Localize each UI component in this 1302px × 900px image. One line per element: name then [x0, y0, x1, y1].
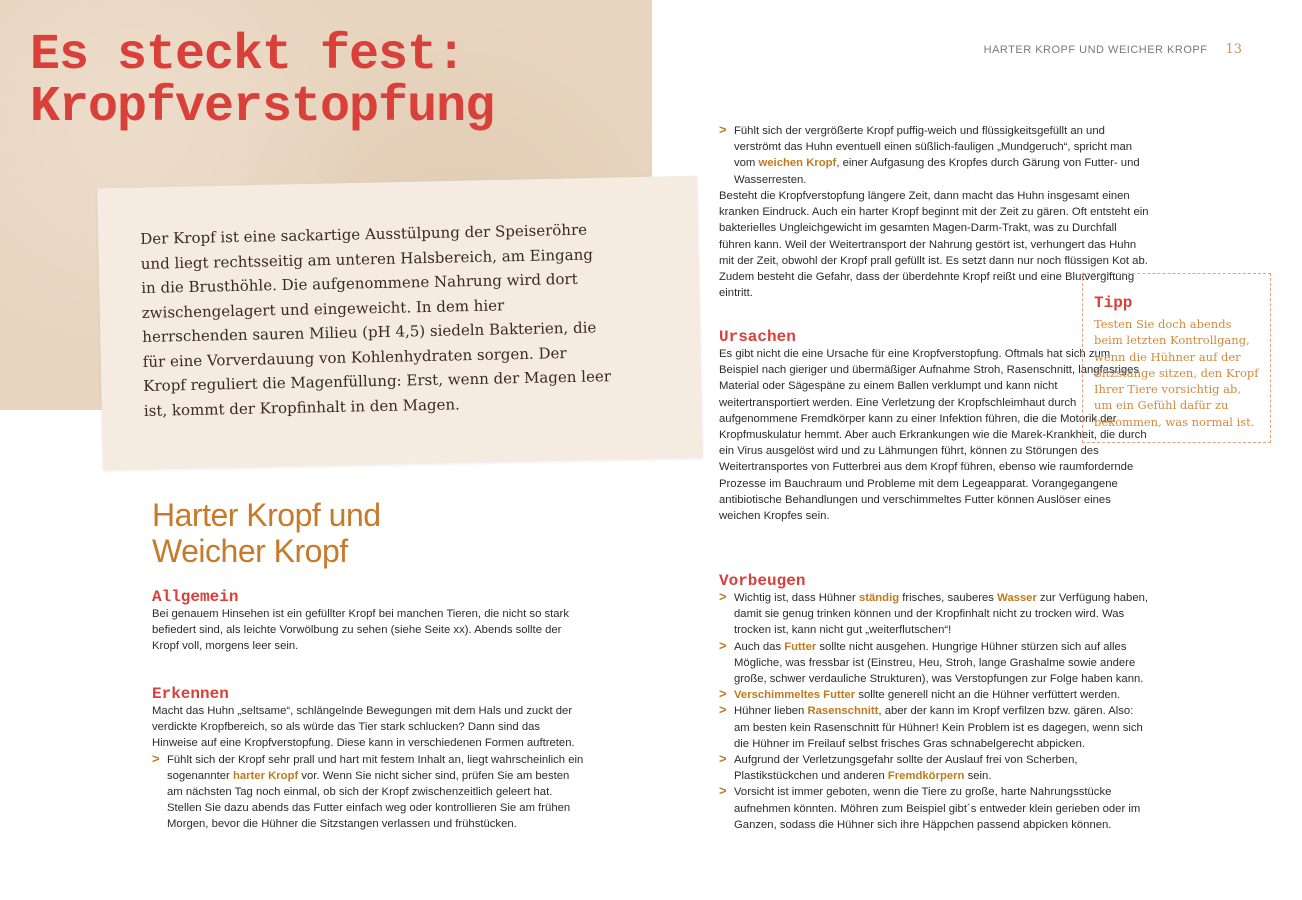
b2-text-b: sollte nicht ausgehen. Hungrige Hühner stürzen sich auf alles Mögliche, was fressbar ist (Einstreu, Heu, Stroh, lange Grashalme sowie andere große, schwer verdauliche Strukturen), was Verstopfungen zur Folge haben kann.	[734, 640, 1144, 686]
b1-text-a: Wichtig ist, dass Hühner	[734, 592, 859, 604]
highlight-staendig: ständig	[858, 592, 900, 604]
ursachen-heading: Ursachen	[719, 328, 796, 346]
allgemein-block	[152, 588, 584, 655]
b5-text-a: Aufgrund der Verletzungsgefahr sollte der Auslauf frei von Scherben, Plastikstückchen und anderen	[734, 754, 1078, 783]
b1-text-b: frisches, sauberes	[899, 592, 998, 604]
vorbeugen-bullet-wasser	[719, 590, 1151, 639]
b2-text-a: Auch das	[734, 640, 785, 653]
highlight-wasser: Wasser	[997, 592, 1037, 604]
b4-text-b: , aber der kann im Kropf verfilzen bzw. gären. Also: am besten kein Rasenschnitt für Hühner! Kein Problem ist es dagegen, wenn sich die Hühner im Freilauf selbst frisches Gras schnabelgerecht abpicken.	[734, 705, 1143, 750]
vorbeugen-bullet-rasenschnitt	[719, 703, 1151, 752]
erkennen-text: Macht das Huhn „seltsame“, schlängelnde Bewegungen mit dem Hals und zuckt der verdickte Kropfbereich, so als würde das Tier stark schlucken? Dann sind das Hinweise auf eine Kropfverstopfung. Diese kann in verschiedenen Formen auftreten.	[152, 705, 575, 750]
erkennen-block	[152, 685, 584, 833]
chapter-title-line-1: Es steckt fest:	[30, 27, 466, 84]
weicher-kropf-text-a: Fühlt sich der vergrößerte Kropf puffig-weich und flüssigkeitsgefüllt an und verströmt das Huhn eventuell einen süßlich-fauligen „Mundgeruch“, spricht man vom	[734, 125, 1133, 170]
right-top-bullet-block	[719, 123, 1151, 188]
vorbeugen-bullet-schimmel	[719, 687, 1151, 703]
section-title-line-2: Weicher Kropf	[152, 533, 348, 569]
erkennen-bullet-text-a: Fühlt sich der Kropf sehr prall und hart mit festem Inhalt an, liegt wahrscheinlich ein sogenannter	[167, 753, 584, 782]
erkennen-bullet-harter-kropf	[152, 752, 584, 833]
vorbeugen-bullet-fremdkoerper	[719, 752, 1151, 784]
chapter-title-line-2: Kropfverstopfung	[30, 79, 495, 136]
highlight-fremdkoerpern: Fremdkörpern	[887, 770, 965, 783]
erkennen-bullet-text-b: vor. Wenn Sie nicht sicher sind, prüfen Sie am besten am nächsten Tag noch einmal, ob sich der Kropf zwischenzeitlich geleert hat. Stellen Sie dazu abends das Futter einfach weg oder kontrollieren Sie am frühen Morgen, bevor die Hühner die Sitzstangen verlassen und frühstücken.	[167, 769, 571, 831]
tip-box	[1082, 273, 1271, 443]
page-number: 13	[1225, 42, 1242, 57]
vorbeugen-heading: Vorbeugen	[719, 572, 806, 590]
running-head-text: HARTER KROPF UND WEICHER KROPF	[983, 44, 1208, 56]
allgemein-heading: Allgemein	[152, 588, 239, 606]
vorbeugen-block	[719, 572, 1151, 833]
kropfverstopfung-paragraph: Besteht die Kropfverstopfung längere Zeit, dann macht das Huhn insgesamt einen kranken Eindruck. Auch ein harter Kropf beginnt mit der Zeit zu gären. Oft entsteht ein bakterielles Ungleichgewicht im gesamten Magen-Darm-Trakt, was zu Durchfall führen kann. Weil der Weitertransport der Nahrung gestört ist, verhungert das Huhn mit der Zeit, obwohl der Kropf prall gefüllt ist. Es setzt dann nur noch flüssigen Kot ab. Zudem besteht die Gefahr, dass der überdehnte Kropf reißt und eine Blutvergiftung eintritt.	[719, 190, 1149, 300]
ursachen-text: Es gibt nicht die eine Ursache für eine Kropfverstopfung. Oftmals hat sich zum Beispiel nach gieriger und übermäßiger Aufnahme Stroh, Rasenschnitt, langfasriges Material oder Sägespäne zu einem Ballen verklumpt und kann nicht weitertransportiert werden. Eine Verletzung der Kropfschleimhaut durch aufgenommene Fremdkörper kann zu einer Infektion führen, die die Motorik der Kropfmuskulatur hemmt. Aber auch Erkrankungen wie die Marek-Krankheit, die durch ein Virus ausgelöst wird und zu Lähmungen führt, können zu Störungen des Weitertransportes von Futterbrei aus dem Kropf führen, ebenso wie raumfordernde Prozesse im Bauchraum und Probleme mit dem Legeapparat. Vorangegangene antibiotische Behandlungen und verschimmeltes Futter können Auslöser eines weichen Kropfes sein.	[719, 348, 1147, 523]
b1-text-c: zur Verfügung haben, damit sie genug trinken können und der Kropfinhalt nicht zu trocken wird. Was trocken ist, kann nicht gut „weiterflutschen“!	[734, 592, 1149, 637]
weicher-kropf-text-b: , einer Aufgasung des Kropfes durch Gärung von Futter- und Wasserresten.	[734, 157, 1140, 186]
tip-text: Testen Sie doch abends beim letzten Kontrollgang, wenn die Hühner auf der Sitzstange sitzen, den Kropf Ihrer Tiere vorsichtig ab, um ein Gefühl dafür zu bekommen, was normal ist.	[1094, 317, 1259, 429]
highlight-harter-kropf: harter Kropf	[232, 769, 299, 782]
highlight-rasenschnitt: Rasenschnitt	[807, 705, 879, 718]
vorbeugen-bullet-futter	[719, 639, 1151, 688]
b4-text-a: Hühner lieben	[734, 705, 808, 718]
running-head	[984, 42, 1242, 57]
section-title	[152, 497, 381, 569]
vorbeugen-bullet-nahrungsstuecke: > Vorsicht ist immer geboten, wenn die Tiere zu große, harte Nahrungsstücke aufnehmen könnten. Möhren zum Beispiel gibt´s entweder klein gerieben oder im Ganzen, sodass die Hühner sich ihre Häppchen passend abpicken können.	[719, 784, 1151, 833]
b5-text-b: sein.	[964, 770, 992, 783]
highlight-weichen-kropf: weichen Kropf	[758, 157, 837, 170]
intro-text: Der Kropf ist eine sackartige Ausstülpung der Speiseröhre und liegt rechtsseitig am unteren Halsbereich, am Eingang in die Brusthöhle. Die aufgenommene Nahrung wird dort zwischengelagert und eingeweicht. In dem hier herrschenden sauren Milieu (pH 4,5) siedeln Bakterien, die für eine Vorverdauung von Kohlenhydraten sorgen. Der Kropf reguliert die Magenfüllung: Erst, wenn der Magen leer ist, kommt der Kropfinhalt in den Magen.	[140, 220, 612, 420]
erkennen-heading: Erkennen	[152, 685, 229, 703]
weicher-kropf-bullet	[719, 123, 1151, 188]
chapter-title	[30, 27, 495, 136]
section-title-line-1: Harter Kropf und	[152, 497, 381, 533]
allgemein-text: Bei genauem Hinsehen ist ein gefüllter Kropf bei manchen Tieren, die nicht so stark befiedert sind, als leichte Vorwölbung zu sehen (siehe Seite xx). Abends sollte der Kropf voll, morgens leer sein.	[152, 608, 569, 653]
tip-heading: Tipp	[1094, 294, 1133, 312]
b3-text-b: sollte generell nicht an die Hühner verfüttert werden.	[855, 689, 1121, 702]
highlight-verschimmeltes-futter: Verschimmeltes Futter	[734, 689, 856, 702]
highlight-futter: Futter	[784, 640, 817, 653]
